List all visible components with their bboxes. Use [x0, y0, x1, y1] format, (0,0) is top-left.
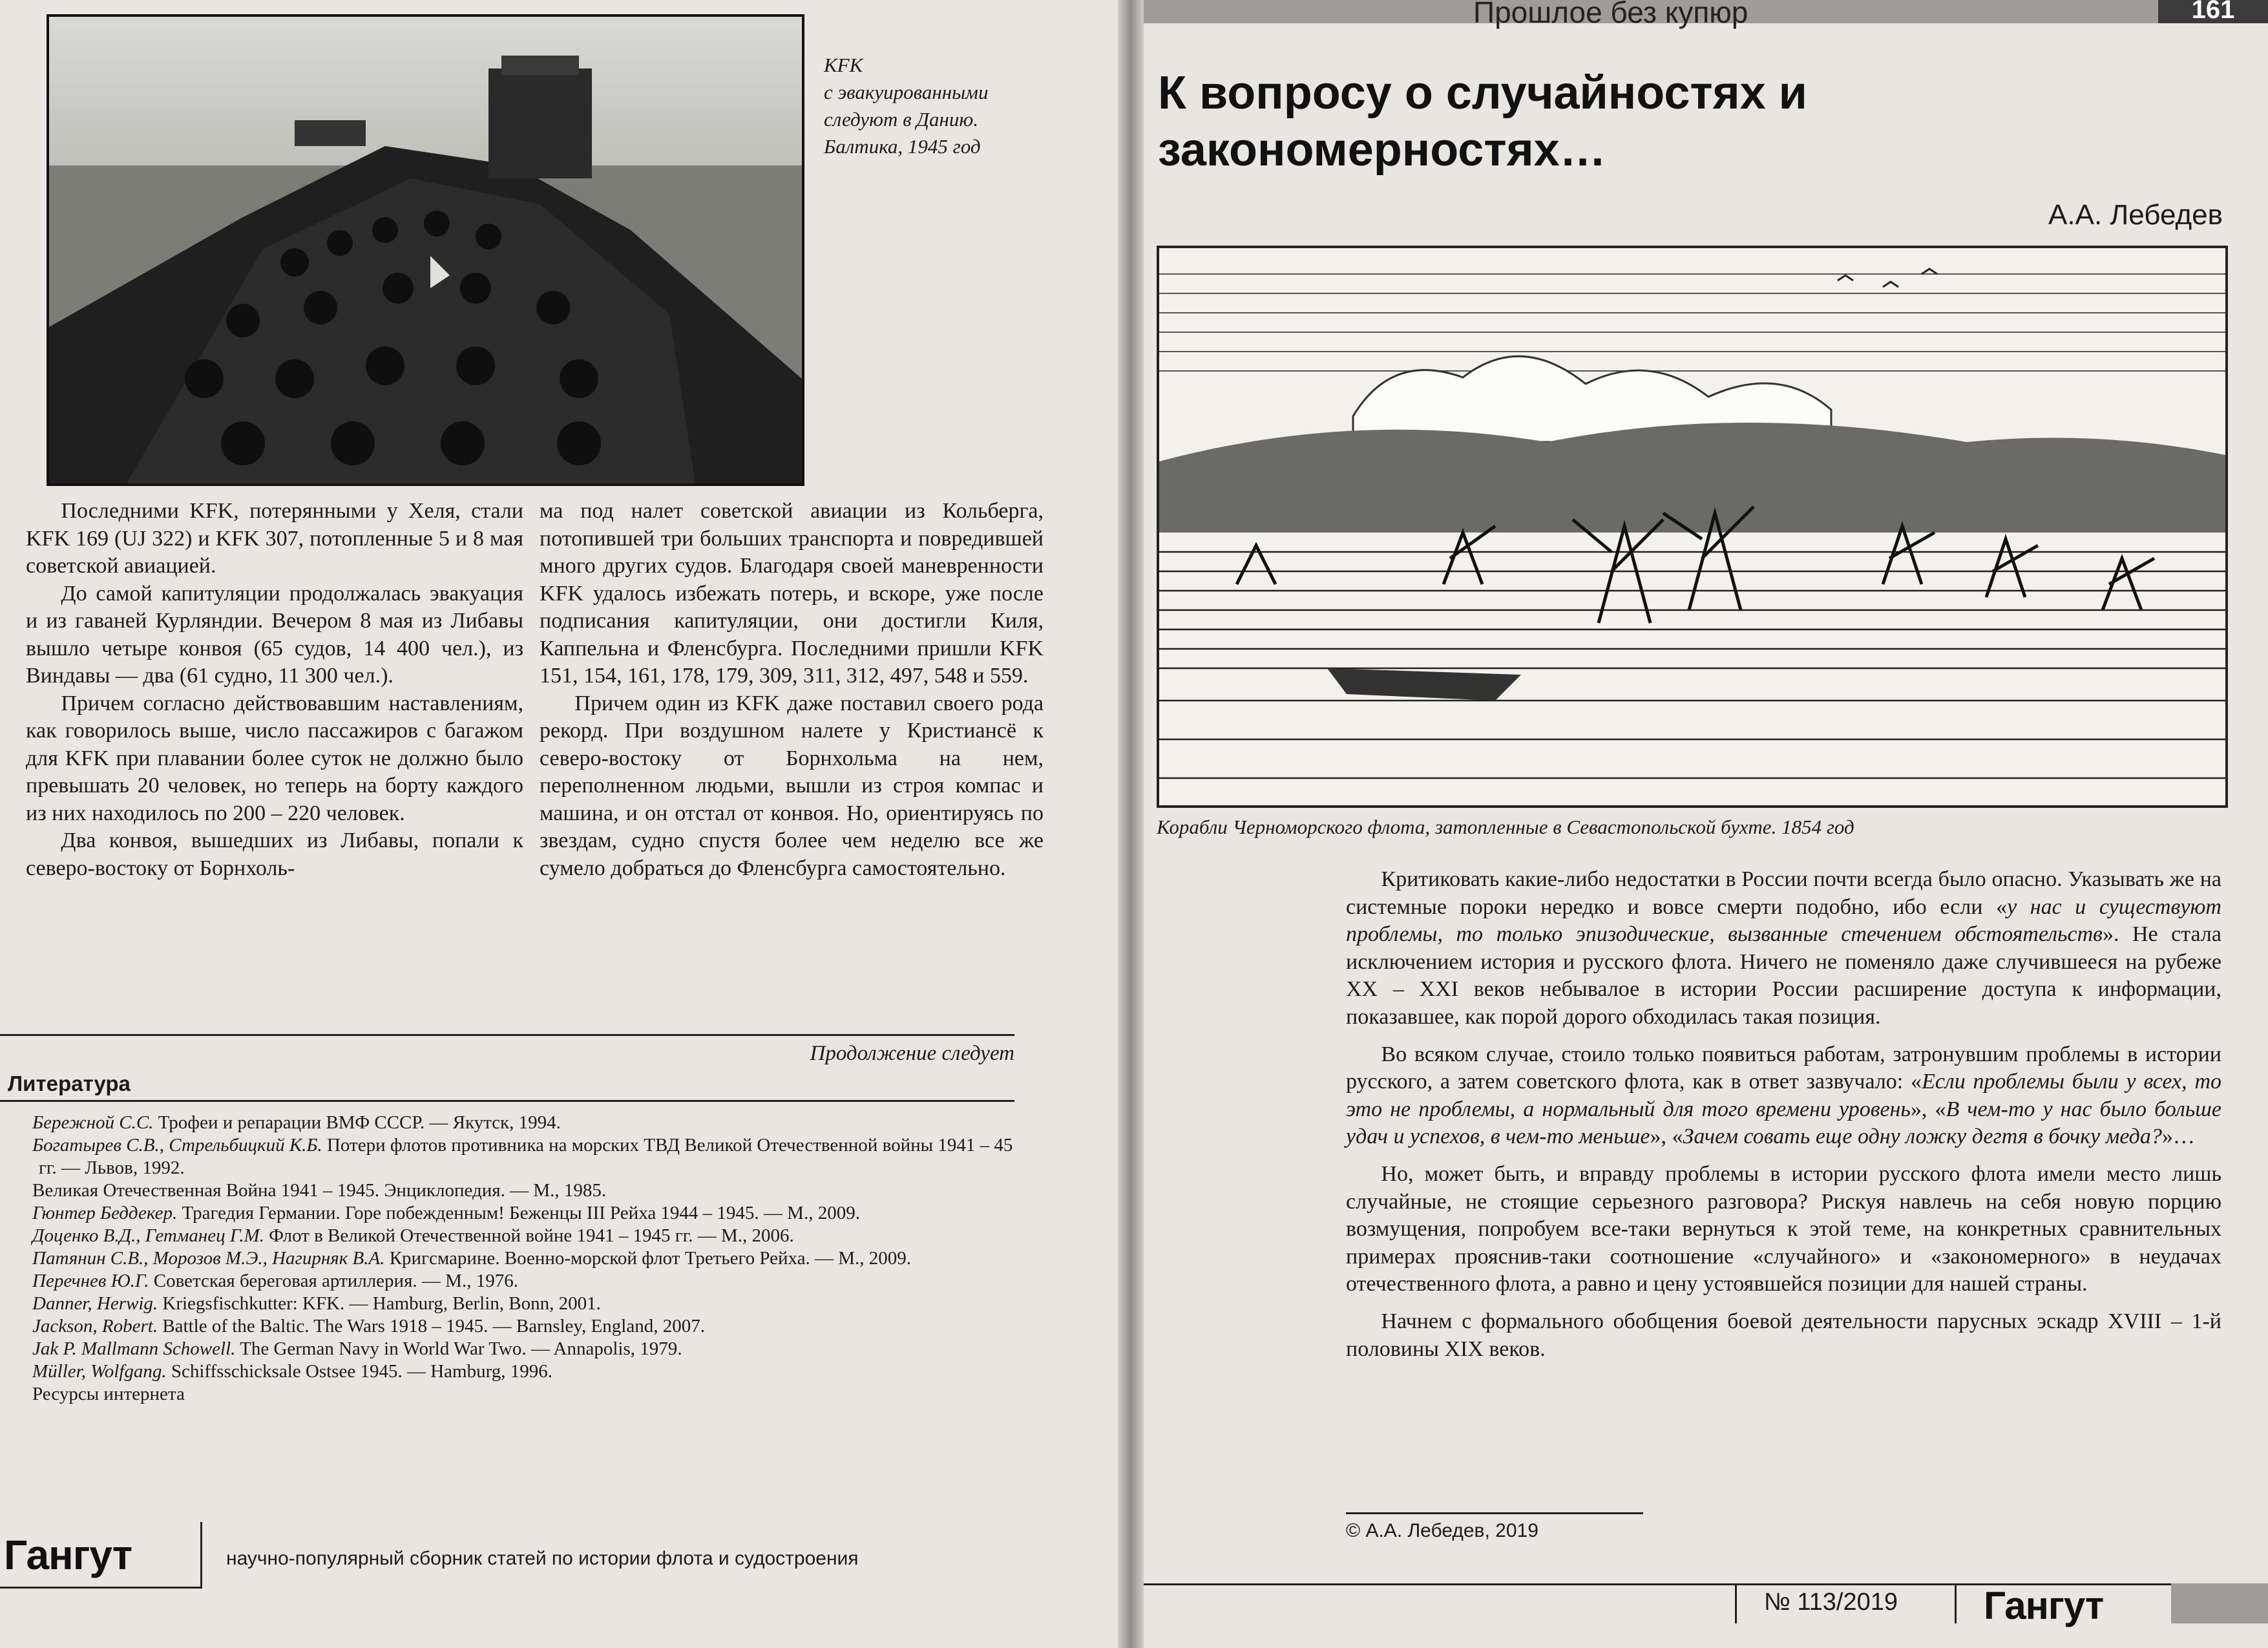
paragraph: Причем один из KFK даже поставил своего рода рекорд. При воздушном налете у Кристиансё к северо-востоку от Борнхольма на нем, переполненном людьми, вышли из строя компас и машина, и он отстал от конвоя. Но, ориентируясь по звездам, судно спустя более чем неделю все же сумело добраться до Фленсбурга самостоятельно. [540, 691, 1044, 880]
paragraph: Два конвоя, вышедших из Либавы, попали к северо-востоку от Борнхоль- [26, 829, 523, 880]
literature-heading: Литература [8, 1072, 131, 1095]
reference-item [0, 1315, 1018, 1338]
paragraph: Во всяком случае, стоило только появиться работам, затронувшим проблемы в истории русского, а затем советского флота, как в ответ зазвучало: «Если проблемы были у всех, то это не проблемы, а нормальный для того времени уровень», «В чем-то у нас было больше удач и успехов, в чем-то меньше», «Зачем совать еще одну ложку дегтя в бочку меда?»… [1346, 1042, 2221, 1149]
footer-left [0, 1522, 1047, 1593]
reference-text: Трагедия Германии. Горе побежденным! Беженцы III Рейха 1944 – 1945. — М., 2009. [177, 1203, 860, 1223]
reference-text: Флот в Великой Отечественной войне 1941 – 1945 гг. — М., 2006. [264, 1225, 794, 1246]
engraving-illustration [1159, 248, 2225, 805]
magazine-logo: Гангут [1984, 1584, 2104, 1627]
divider [0, 1100, 1014, 1102]
paragraph: Критиковать какие-либо недостатки в России почти всегда было опасно. Указывать же на системные пороки нередко и вовсе смерти подобно, ибо если «у нас и существуют проблемы, то только эпизодические, вызванные стечением обстоятельств». Не стала исключением история и русского флота. Ничего не поменяло даже случившееся на рубеже XX – XXI веков небывалое в истории России расширение доступа к информации, показавшее, как порой дорого обходилась такая позиция. [1346, 867, 2221, 1029]
reference-author: Перечнев Ю.Г. [32, 1271, 149, 1291]
issue-number: № 113/2019 [1764, 1589, 1898, 1616]
illustration-caption: Корабли Черноморского флота, затопленные в Севастопольской бухте. 1854 год [1157, 816, 1854, 838]
paragraph: Последними KFK, потерянными у Хеля, стали KFK 169 (UJ 322) и KFK 307, потопленные 5 и 8 мая советской авиацией. [26, 499, 523, 578]
footer-end-block [2171, 1583, 2268, 1623]
reference-author: Патянин С.В., Морозов М.Э., Нагирняк В.А. [32, 1248, 385, 1269]
magazine-logo: Гангут [4, 1532, 132, 1578]
reference-text: Великая Отечественная Война 1941 – 1945. Энциклопедия. — М., 1985. [32, 1180, 607, 1201]
paragraph: Начнем с формального обобщения боевой деятельности парусных эскадр XVIII – 1-й половины XIX веков. [1346, 1309, 2221, 1361]
reference-author: Müller, Wolfgang. [32, 1361, 167, 1382]
article-body [1346, 866, 2221, 1373]
reference-item [0, 1112, 1018, 1134]
reference-author: Бережной С.С. [32, 1112, 154, 1133]
reference-text: Schiffsschicksale Ostsee 1945. — Hamburg, 1996. [166, 1361, 552, 1382]
footer-separator [1955, 1583, 1957, 1623]
reference-text: Потери флотов противника на морских ТВД Великой Отечественной войны 1941 – 45 гг. — Львов, 1992. [39, 1135, 1013, 1178]
reference-item [0, 1179, 1018, 1202]
reference-text: Кригсмарине. Военно-морской флот Третьего Рейха. — М., 2009. [384, 1248, 912, 1269]
reference-text: Советская береговая артиллерия. — М., 1976. [149, 1271, 518, 1291]
article-title: К вопросу о случайностях и закономерностях… [1158, 67, 1807, 176]
paragraph: До самой капитуляции продолжалась эвакуация и из гаваней Курляндии. Вечером 8 мая из Либавы вышло четыре конвоя (65 судов, 14 400 чел.), из Виндавы — два (61 судно, 11 300 чел.). [26, 581, 523, 688]
paragraph: ма под налет советской авиации из Кольберга, потопившей три больших транспорта и повредившей много других судов. Благодаря своей маневренности KFK удалось избежать потерь, и вскоре, уже после подписания капитуляции, они достигли Киля, Каппельна и Фленсбурга. Последними пришли KFK 151, 154, 161, 178, 179, 309, 311, 312, 497, 548 и 559. [540, 499, 1044, 688]
reference-item [0, 1202, 1018, 1225]
footer-separator [1735, 1583, 1737, 1623]
article-column-1 [26, 498, 523, 882]
reference-author: Jak P. Mallmann Schowell. [32, 1338, 236, 1359]
section-header-bar [1144, 0, 2268, 29]
page-number: 161 [2158, 0, 2268, 23]
reference-author: Доценко В.Д., Гетманец Г.М. [32, 1225, 264, 1246]
paragraph: Причем согласно действовавшим наставлениям, как говорилось выше, число пассажиров с багажом для KFK при плавании более суток не должно было превышать 20 человек, но теперь на борту каждого из них находилось по 200 – 220 человек. [26, 691, 523, 825]
reference-text: Kriegsfischkutter: KFK. — Hamburg, Berlin, Bonn, 2001. [158, 1293, 601, 1314]
reference-item [0, 1338, 1018, 1360]
reference-text: Трофеи и репарации ВМФ СССР. — Якутск, 1994. [153, 1112, 561, 1133]
reference-text: Ресурсы интернета [32, 1384, 185, 1404]
left-page [0, 0, 1118, 1648]
reference-author: Гюнтер Беддекер. [32, 1203, 178, 1223]
continued-note: Продолжение следует [810, 1042, 1014, 1065]
reference-item [0, 1360, 1018, 1383]
reference-author: Богатырев С.В., Стрельбицкий К.Б. [32, 1135, 322, 1156]
reference-item [0, 1247, 1018, 1270]
reference-item [0, 1270, 1018, 1293]
spine-gutter [1118, 0, 1144, 1648]
article-column-2 [540, 498, 1044, 882]
article-author: А.А. Лебедев [2048, 199, 2223, 231]
reference-item [0, 1225, 1018, 1247]
photo-illustration [49, 17, 802, 483]
reference-item [0, 1293, 1018, 1315]
right-page [1144, 0, 2268, 1648]
section-title: Прошлое без купюр [1473, 0, 1748, 29]
reference-text: The German Navy in World War Two. — Annapolis, 1979. [235, 1338, 682, 1359]
reference-text: Battle of the Baltic. The Wars 1918 – 1945. — Barnsley, England, 2007. [158, 1316, 705, 1336]
photo-evacuation-boats [47, 14, 804, 486]
reference-item [0, 1383, 1018, 1406]
reference-item [0, 1134, 1018, 1179]
engraving-sunken-ships [1157, 246, 2228, 808]
footer-tagline: научно-популярный сборник статей по истории флота и судостроения [226, 1548, 859, 1569]
reference-author: Jackson, Robert. [32, 1316, 158, 1336]
photo-caption: KFK с эвакуированными следуют в Данию. Балтика, 1945 год [824, 54, 989, 158]
footer-right [1144, 1583, 2268, 1629]
paragraph: Но, может быть, и вправду проблемы в истории русского флота имели место лишь случайные, не стоящие серьезного разговора? Рискуя навлечь на себя новую порцию возмущения, попробуем все-таки вернуться к этой теме, на конкретных сравнительных примерах прояснив-таки соотношение «случайного» и «закономерного» в неудачах отечественного флота, а равно и цену устоявшейся позиции для нашей страны. [1346, 1161, 2221, 1296]
references-list [0, 1112, 1018, 1406]
copyright: © А.А. Лебедев, 2019 [1346, 1520, 1538, 1541]
reference-author: Danner, Herwig. [32, 1293, 158, 1314]
copyright-rule [1346, 1512, 1643, 1514]
divider [0, 1034, 1014, 1036]
